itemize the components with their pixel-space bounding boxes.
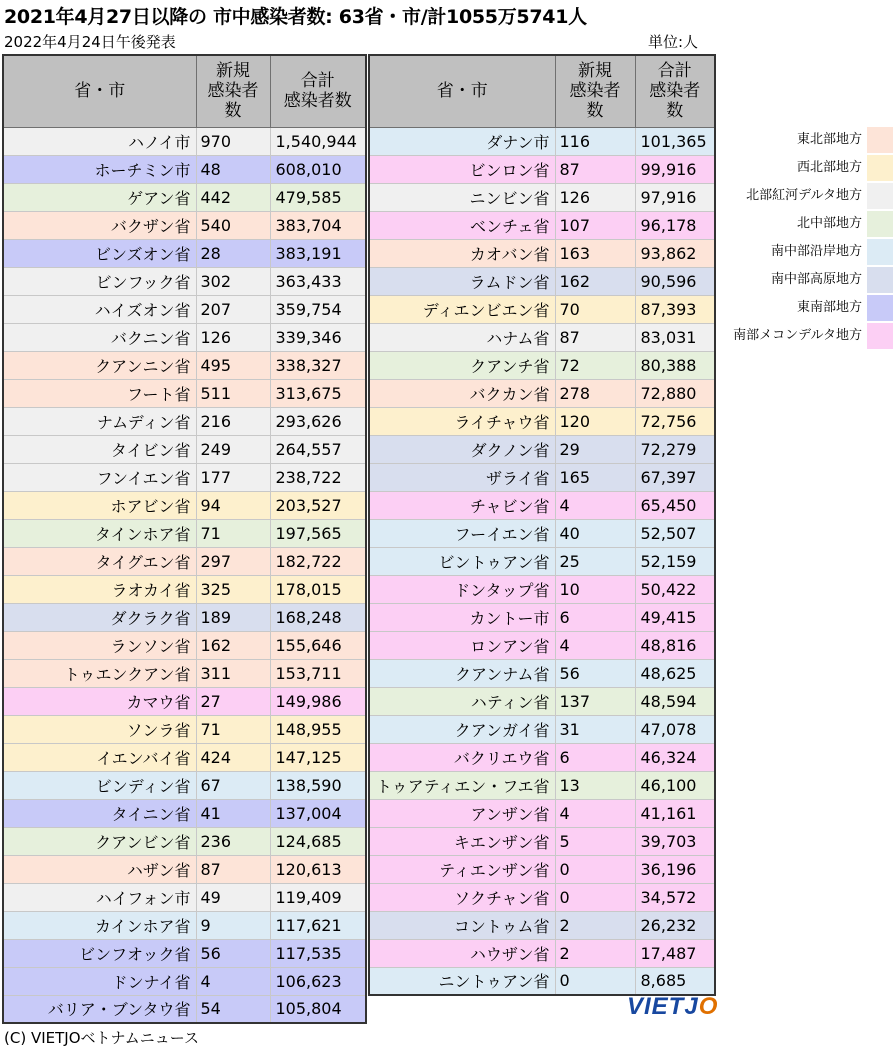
legend-swatch [867, 295, 893, 321]
province-name: ハイフォン市 [3, 883, 196, 911]
new-cases: 163 [555, 239, 635, 267]
new-cases: 49 [196, 883, 270, 911]
province-name: バリア・ブンタウ省 [3, 995, 196, 1023]
total-cases: 106,623 [270, 967, 366, 995]
legend-label: 東南部地方 [796, 300, 862, 315]
total-cases: 363,433 [270, 267, 366, 295]
table-row [3, 407, 366, 435]
province-name: バクザン省 [3, 211, 196, 239]
total-cases: 101,365 [635, 127, 715, 155]
total-cases: 338,327 [270, 351, 366, 379]
table-row [369, 379, 715, 407]
legend-swatch [867, 239, 893, 265]
header-province: 省・市 [3, 55, 196, 127]
province-name: ビンロン省 [369, 155, 555, 183]
new-cases: 511 [196, 379, 270, 407]
table-row [369, 463, 715, 491]
header-new-cases [555, 55, 635, 127]
new-cases: 25 [555, 547, 635, 575]
province-name: ハノイ市 [3, 127, 196, 155]
new-cases: 137 [555, 687, 635, 715]
table-row [3, 883, 366, 911]
new-cases: 126 [555, 183, 635, 211]
header-label: 合計 感染者数 [283, 71, 352, 112]
table-row [3, 323, 366, 351]
table-header-row [369, 55, 715, 127]
new-cases: 236 [196, 827, 270, 855]
province-name: ゲアン省 [3, 183, 196, 211]
new-cases: 29 [555, 435, 635, 463]
new-cases: 0 [555, 967, 635, 995]
table-row [369, 855, 715, 883]
new-cases: 41 [196, 799, 270, 827]
total-cases: 608,010 [270, 155, 366, 183]
province-name: ハナム省 [369, 323, 555, 351]
total-cases: 117,535 [270, 939, 366, 967]
province-name: カマウ省 [3, 687, 196, 715]
table-row [3, 911, 366, 939]
header-label: 合計 感染者 数 [649, 61, 701, 122]
table-row [3, 239, 366, 267]
province-name: トゥアティエン・フエ省 [369, 771, 555, 799]
legend-swatch [867, 155, 893, 181]
new-cases: 216 [196, 407, 270, 435]
province-name: バクリエウ省 [369, 743, 555, 771]
table-row [3, 463, 366, 491]
province-name: ドンナイ省 [3, 967, 196, 995]
new-cases: 48 [196, 155, 270, 183]
province-name: ナムディン省 [3, 407, 196, 435]
total-cases: 203,527 [270, 491, 366, 519]
legend-label: 北部紅河デルタ地方 [746, 188, 862, 203]
new-cases: 325 [196, 575, 270, 603]
total-cases: 46,324 [635, 743, 715, 771]
new-cases: 70 [555, 295, 635, 323]
legend-swatch [867, 183, 893, 209]
table-row [369, 547, 715, 575]
table-row [3, 435, 366, 463]
new-cases: 311 [196, 659, 270, 687]
province-name: ビンディン省 [3, 771, 196, 799]
new-cases: 40 [555, 519, 635, 547]
total-cases: 168,248 [270, 603, 366, 631]
table-row [369, 743, 715, 771]
total-cases: 96,178 [635, 211, 715, 239]
total-cases: 47,078 [635, 715, 715, 743]
province-name: ビントゥアン省 [369, 547, 555, 575]
table-row [3, 267, 366, 295]
table-row [3, 351, 366, 379]
new-cases: 177 [196, 463, 270, 491]
new-cases: 31 [555, 715, 635, 743]
total-cases: 17,487 [635, 939, 715, 967]
total-cases: 46,100 [635, 771, 715, 799]
table-row [369, 323, 715, 351]
province-name: タイニン省 [3, 799, 196, 827]
province-name: ベンチェ省 [369, 211, 555, 239]
legend-item [721, 182, 893, 210]
total-cases: 39,703 [635, 827, 715, 855]
new-cases: 4 [555, 631, 635, 659]
total-cases: 48,594 [635, 687, 715, 715]
table-row [369, 715, 715, 743]
cases-table-right [368, 54, 716, 996]
total-cases: 155,646 [270, 631, 366, 659]
new-cases: 442 [196, 183, 270, 211]
new-cases: 297 [196, 547, 270, 575]
new-cases: 87 [555, 323, 635, 351]
province-name: ホアビン省 [3, 491, 196, 519]
new-cases: 27 [196, 687, 270, 715]
total-cases: 72,756 [635, 407, 715, 435]
table-row [369, 155, 715, 183]
province-name: アンザン省 [369, 799, 555, 827]
province-name: ニンビン省 [369, 183, 555, 211]
province-name: ラムドン省 [369, 267, 555, 295]
province-name: ニントゥアン省 [369, 967, 555, 995]
total-cases: 99,916 [635, 155, 715, 183]
legend-item [721, 126, 893, 154]
total-cases: 52,507 [635, 519, 715, 547]
total-cases: 36,196 [635, 855, 715, 883]
legend-label: 南部メコンデルタ地方 [733, 328, 862, 343]
new-cases: 302 [196, 267, 270, 295]
table-row [369, 491, 715, 519]
legend-swatch [867, 323, 893, 349]
legend-label: 東北部地方 [796, 132, 862, 147]
new-cases: 54 [196, 995, 270, 1023]
province-name: ラオカイ省 [3, 575, 196, 603]
total-cases: 182,722 [270, 547, 366, 575]
new-cases: 126 [196, 323, 270, 351]
new-cases: 189 [196, 603, 270, 631]
total-cases: 124,685 [270, 827, 366, 855]
province-name: クアンナム省 [369, 659, 555, 687]
new-cases: 72 [555, 351, 635, 379]
table-row [3, 183, 366, 211]
legend-swatch [867, 211, 893, 237]
new-cases: 165 [555, 463, 635, 491]
new-cases: 107 [555, 211, 635, 239]
table-row [3, 687, 366, 715]
province-name: ハティン省 [369, 687, 555, 715]
total-cases: 178,015 [270, 575, 366, 603]
unit-label: 単位:人 [648, 33, 699, 51]
table-row [369, 827, 715, 855]
total-cases: 149,986 [270, 687, 366, 715]
table-row [3, 127, 366, 155]
total-cases: 293,626 [270, 407, 366, 435]
table-row [369, 211, 715, 239]
province-name: ビンフック省 [3, 267, 196, 295]
table-row [369, 183, 715, 211]
legend-item [721, 238, 893, 266]
total-cases: 148,955 [270, 715, 366, 743]
table-row [3, 519, 366, 547]
province-name: バクカン省 [369, 379, 555, 407]
total-cases: 383,191 [270, 239, 366, 267]
total-cases: 117,621 [270, 911, 366, 939]
table-row [3, 547, 366, 575]
new-cases: 67 [196, 771, 270, 799]
new-cases: 94 [196, 491, 270, 519]
new-cases: 10 [555, 575, 635, 603]
total-cases: 93,862 [635, 239, 715, 267]
new-cases: 87 [555, 155, 635, 183]
legend-swatch [867, 267, 893, 293]
province-name: ザライ省 [369, 463, 555, 491]
table-row [3, 995, 366, 1023]
province-name: ダクノン省 [369, 435, 555, 463]
new-cases: 249 [196, 435, 270, 463]
total-cases: 138,590 [270, 771, 366, 799]
table-row [369, 127, 715, 155]
total-cases: 49,415 [635, 603, 715, 631]
total-cases: 264,557 [270, 435, 366, 463]
province-name: ハザン省 [3, 855, 196, 883]
legend-item [721, 322, 893, 350]
header-label: 新規 感染者 数 [207, 61, 259, 122]
total-cases: 67,397 [635, 463, 715, 491]
legend-label: 南中部高原地方 [770, 272, 862, 287]
table-row [369, 631, 715, 659]
table-row [369, 295, 715, 323]
province-name: ソクチャン省 [369, 883, 555, 911]
total-cases: 238,722 [270, 463, 366, 491]
total-cases: 90,596 [635, 267, 715, 295]
table-row [3, 295, 366, 323]
page-title: 2021年4月27日以降の 市中感染者数: 63省・市/計1055万5741人 [4, 6, 587, 28]
table-row [369, 575, 715, 603]
province-name: タイビン省 [3, 435, 196, 463]
table-row [3, 659, 366, 687]
province-name: ディエンビエン省 [369, 295, 555, 323]
province-name: カントー市 [369, 603, 555, 631]
legend-item [721, 154, 893, 182]
table-row [3, 967, 366, 995]
new-cases: 4 [555, 799, 635, 827]
total-cases: 313,675 [270, 379, 366, 407]
vietjo-logo: VIETJO [627, 993, 719, 1020]
total-cases: 147,125 [270, 743, 366, 771]
province-name: ライチャウ省 [369, 407, 555, 435]
table-row [3, 211, 366, 239]
total-cases: 120,613 [270, 855, 366, 883]
province-name: ダナン市 [369, 127, 555, 155]
province-name: フンイエン省 [3, 463, 196, 491]
province-name: ソンラ省 [3, 715, 196, 743]
header-province: 省・市 [369, 55, 555, 127]
total-cases: 72,880 [635, 379, 715, 407]
province-name: ロンアン省 [369, 631, 555, 659]
total-cases: 48,625 [635, 659, 715, 687]
table-header-row [3, 55, 366, 127]
table-row [3, 771, 366, 799]
province-name: ビンフオック省 [3, 939, 196, 967]
table-row [369, 239, 715, 267]
new-cases: 56 [555, 659, 635, 687]
new-cases: 13 [555, 771, 635, 799]
table-row [369, 799, 715, 827]
table-row [3, 379, 366, 407]
cases-table-left [2, 54, 367, 1024]
new-cases: 2 [555, 911, 635, 939]
province-name: タイグエン省 [3, 547, 196, 575]
table-row [3, 827, 366, 855]
total-cases: 41,161 [635, 799, 715, 827]
legend-item [721, 294, 893, 322]
table-row [369, 435, 715, 463]
new-cases: 5 [555, 827, 635, 855]
new-cases: 9 [196, 911, 270, 939]
province-name: ハイズオン省 [3, 295, 196, 323]
total-cases: 50,422 [635, 575, 715, 603]
total-cases: 26,232 [635, 911, 715, 939]
new-cases: 6 [555, 603, 635, 631]
table-row [369, 911, 715, 939]
table-row [369, 407, 715, 435]
total-cases: 479,585 [270, 183, 366, 211]
total-cases: 72,279 [635, 435, 715, 463]
table-row [3, 855, 366, 883]
new-cases: 71 [196, 519, 270, 547]
legend-item [721, 266, 893, 294]
table-row [369, 659, 715, 687]
province-name: クアンニン省 [3, 351, 196, 379]
table-row [369, 967, 715, 995]
province-name: チャビン省 [369, 491, 555, 519]
new-cases: 120 [555, 407, 635, 435]
legend-label: 西北部地方 [796, 160, 862, 175]
table-row [369, 267, 715, 295]
new-cases: 2 [555, 939, 635, 967]
table-row [3, 155, 366, 183]
legend-swatch [867, 127, 893, 153]
total-cases: 52,159 [635, 547, 715, 575]
province-name: フート省 [3, 379, 196, 407]
province-name: イエンバイ省 [3, 743, 196, 771]
new-cases: 540 [196, 211, 270, 239]
total-cases: 153,711 [270, 659, 366, 687]
province-name: フーイエン省 [369, 519, 555, 547]
total-cases: 383,704 [270, 211, 366, 239]
total-cases: 97,916 [635, 183, 715, 211]
province-name: クアンガイ省 [369, 715, 555, 743]
province-name: バクニン省 [3, 323, 196, 351]
total-cases: 339,346 [270, 323, 366, 351]
province-name: ハウザン省 [369, 939, 555, 967]
new-cases: 87 [196, 855, 270, 883]
province-name: キエンザン省 [369, 827, 555, 855]
header-new-cases [196, 55, 270, 127]
province-name: ダクラク省 [3, 603, 196, 631]
new-cases: 4 [196, 967, 270, 995]
province-name: トゥエンクアン省 [3, 659, 196, 687]
table-row [369, 519, 715, 547]
new-cases: 278 [555, 379, 635, 407]
table-row [369, 771, 715, 799]
new-cases: 970 [196, 127, 270, 155]
total-cases: 48,816 [635, 631, 715, 659]
total-cases: 137,004 [270, 799, 366, 827]
legend-label: 南中部沿岸地方 [770, 244, 862, 259]
province-name: カインホア省 [3, 911, 196, 939]
new-cases: 424 [196, 743, 270, 771]
table-row [3, 491, 366, 519]
total-cases: 359,754 [270, 295, 366, 323]
new-cases: 162 [555, 267, 635, 295]
total-cases: 83,031 [635, 323, 715, 351]
table-row [369, 939, 715, 967]
total-cases: 65,450 [635, 491, 715, 519]
new-cases: 71 [196, 715, 270, 743]
total-cases: 119,409 [270, 883, 366, 911]
total-cases: 105,804 [270, 995, 366, 1023]
province-name: ティエンザン省 [369, 855, 555, 883]
legend-item [721, 210, 893, 238]
total-cases: 8,685 [635, 967, 715, 995]
region-legend [721, 126, 893, 350]
new-cases: 28 [196, 239, 270, 267]
total-cases: 87,393 [635, 295, 715, 323]
province-name: タインホア省 [3, 519, 196, 547]
new-cases: 162 [196, 631, 270, 659]
table-row [369, 603, 715, 631]
header-total-cases [270, 55, 366, 127]
table-row [369, 351, 715, 379]
province-name: ランソン省 [3, 631, 196, 659]
table-row [3, 799, 366, 827]
legend-label: 北中部地方 [796, 216, 862, 231]
copyright-text: (C) VIETJOベトナムニュース [4, 1029, 200, 1047]
table-row [3, 939, 366, 967]
total-cases: 1,540,944 [270, 127, 366, 155]
new-cases: 6 [555, 743, 635, 771]
new-cases: 116 [555, 127, 635, 155]
table-row [3, 631, 366, 659]
new-cases: 0 [555, 883, 635, 911]
new-cases: 207 [196, 295, 270, 323]
total-cases: 34,572 [635, 883, 715, 911]
province-name: クアンビン省 [3, 827, 196, 855]
new-cases: 4 [555, 491, 635, 519]
province-name: コントゥム省 [369, 911, 555, 939]
table-row [369, 883, 715, 911]
province-name: カオバン省 [369, 239, 555, 267]
province-name: ビンズオン省 [3, 239, 196, 267]
total-cases: 80,388 [635, 351, 715, 379]
province-name: クアンチ省 [369, 351, 555, 379]
header-label: 新規 感染者 数 [569, 61, 621, 122]
new-cases: 56 [196, 939, 270, 967]
table-row [3, 603, 366, 631]
total-cases: 197,565 [270, 519, 366, 547]
table-row [369, 687, 715, 715]
new-cases: 495 [196, 351, 270, 379]
province-name: ドンタップ省 [369, 575, 555, 603]
table-row [3, 715, 366, 743]
announcement-date: 2022年4月24日午後発表 [4, 33, 176, 51]
header-total-cases [635, 55, 715, 127]
table-row [3, 575, 366, 603]
province-name: ホーチミン市 [3, 155, 196, 183]
table-row [3, 743, 366, 771]
new-cases: 0 [555, 855, 635, 883]
